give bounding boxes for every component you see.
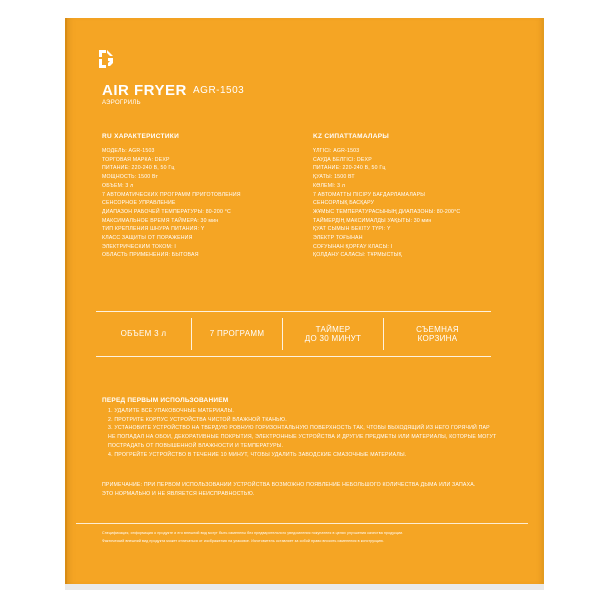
ru-spec-item: ЭЛЕКТРИЧЕСКИМ ТОКОМ: I [102,243,176,250]
kz-spec-item: ҚУАТ СЫМЫН БЕКІТУ ТҮРІ: Y [313,226,391,233]
kz-spec-item: ҚОЛДАНУ САЛАСЫ: ТҰРМЫСТЫҚ [313,252,402,259]
ru-spec-item: ОБЪЕМ: 3 л [102,182,134,189]
ru-spec-item: МОДЕЛЬ: AGR-1503 [102,148,155,154]
feature-programs: 7 ПРОГРАММ [209,329,265,339]
product-title: AIR FRYER [102,82,187,99]
ru-spec-item: ДИАПАЗОН РАБОЧЕЙ ТЕМПЕРАТУРЫ: 80-200 °С [102,208,231,215]
ru-spec-item: ОБЛАСТЬ ПРИМЕНЕНИЯ: БЫТОВАЯ [102,252,199,259]
package-bottom-edge [65,584,544,590]
product-subtitle: АЭРОГРИЛЬ [102,100,141,106]
kz-spec-item: КӨЛЕМІ: 3 л [313,182,346,189]
kz-spec-item: СЕНСОРЛЫҚ БАСҚАРУ [313,200,375,207]
kz-spec-item: ЖҰМЫС ТЕМПЕРАТУРАСЫНЫҢ ДИАПАЗОНЫ: 80-200°С [313,208,461,215]
kz-spec-item: 7 АВТОМАТТЫ ПІСІРУ БАҒДАРЛАМАЛАРЫ [313,191,426,198]
footer-divider [76,523,528,524]
ru-spec-item: 7 АВТОМАТИЧЕСКИХ ПРОГРАММ ПРИГОТОВЛЕНИЯ [102,191,241,198]
before-use-step: 4. ПРОГРЕЙТЕ УСТРОЙСТВО В ТЕЧЕНИЕ 10 МИНУТ, ЧТОБЫ УДАЛИТЬ ЗАВОДСКИЕ СМАЗОЧНЫЕ МАТЕРИАЛЫ. [108,451,407,458]
kz-spec-item: ҮЛГІСІ: AGR-1503 [313,148,360,154]
before-use-note: ПРИМЕЧАНИЕ: ПРИ ПЕРВОМ ИСПОЛЬЗОВАНИИ УСТРОЙСТВА ВОЗМОЖНО ПОЯВЛЕНИЕ НЕБОЛЬШОГО КОЛИЧЕСТВА ДЫМА ИЛИ ЗАПАХА. ЭТО НОРМАЛЬНО И НЕ ЯВЛЯЕТСЯ НЕИСПРАВНОСТЬЮ. [102,482,476,497]
ru-spec-item: ТОРГОВАЯ МАРКА: DEXP [102,156,170,163]
features-band [96,311,491,357]
kz-spec-item: САУДА БЕЛГІСІ: DEXP [313,156,372,163]
before-use-steps [108,407,498,459]
ru-specs-heading: RU ХАРАКТЕРИСТИКИ [102,133,180,140]
product-model: AGR-1503 [193,85,245,96]
feature-timer: ТАЙМЕР ДО 30 МИНУТ [304,324,362,343]
ru-spec-item: МОЩНОСТЬ: 1500 Вт [102,174,159,181]
before-use-step: 3. УСТАНОВИТЕ УСТРОЙСТВО НА ТВЕРДУЮ РОВНУЮ ГОРИЗОНТАЛЬНУЮ ПОВЕРХНОСТЬ ТАК, ЧТОБЫ ВЫХОДЯЩИЙ ИЗ НЕГО ГОРЯЧИЙ ПАР НЕ ПОПАДАЛ НА ОБОИ, ДЕКОРАТИВНЫЕ ПОКРЫТИЯ, ЭЛЕКТРОННЫЕ УСТРОЙСТВА И ДРУГИЕ ПРЕДМЕТЫ ИЛИ МАТЕРИАЛЫ, КОТОРЫЕ МОГУТ ПОСТРАДАТЬ ОТ ПОВЫШЕННОЙ ВЛАЖНОСТИ И ТЕМПЕРАТУРЫ. [108,425,497,449]
before-use-heading: ПЕРЕД ПЕРВЫМ ИСПОЛЬЗОВАНИЕМ [102,397,229,404]
ru-spec-item: КЛАСС ЗАЩИТЫ ОТ ПОРАЖЕНИЯ [102,235,193,242]
before-use-step: 1. УДАЛИТЕ ВСЕ УПАКОВОЧНЫЕ МАТЕРИАЛЫ. [108,408,235,414]
kz-spec-item: СОҒУЫНАН ҚОРҒАУ КЛАСЫ: I [313,243,393,250]
before-use-step: 2. ПРОТРИТЕ КОРПУС УСТРОЙСТВА ЧИСТОЙ ВЛАЖНОЙ ТКАНЬЮ. [108,416,287,423]
ru-spec-item: ПИТАНИЕ: 220-240 В, 50 Гц [102,165,175,172]
kz-spec-item: ТАЙМЕРДІҢ МАКСИМАЛДЫ УАҚЫТЫ: 30 мин [313,217,432,224]
ru-spec-item: ТИП КРЕПЛЕНИЯ ШНУРА ПИТАНИЯ: Y [102,226,205,233]
kz-spec-item: ЭЛЕКТР ТОҒЫНАН [313,235,363,242]
footer-line-text: Фактический внешний вид продукта может отличаться от изображения на упаковке. Изготовитель оставляет за собой право вносить изменения в конструкцию. [102,538,385,543]
kz-specs-heading: KZ СИПАТТАМАЛАРЫ [313,133,390,140]
ru-specs-list [102,147,241,260]
kz-spec-item: ҚУАТЫ: 1500 ВТ [313,174,355,181]
feature-volume: ОБЪЕМ 3 л [120,329,167,339]
dexp-logo-icon [93,45,119,71]
footer-line-text: Спецификация, информация о продукте и его внешний вид могут быть изменены без предварительного уведомления покупателя в целях улучшения качества продукции. [102,531,404,535]
footer-disclaimer [102,530,492,545]
ru-spec-item: СЕНСОРНОЕ УПРАВЛЕНИЕ [102,200,176,207]
kz-specs-list [313,147,460,260]
feature-basket: СЪЕМНАЯ КОРЗИНА [416,324,459,343]
kz-spec-item: ПИТАНИЕ: 220-240 В, 50 Гц [313,165,386,172]
ru-spec-item: МАКСИМАЛЬНОЕ ВРЕМЯ ТАЙМЕРА: 30 мин [102,217,219,224]
